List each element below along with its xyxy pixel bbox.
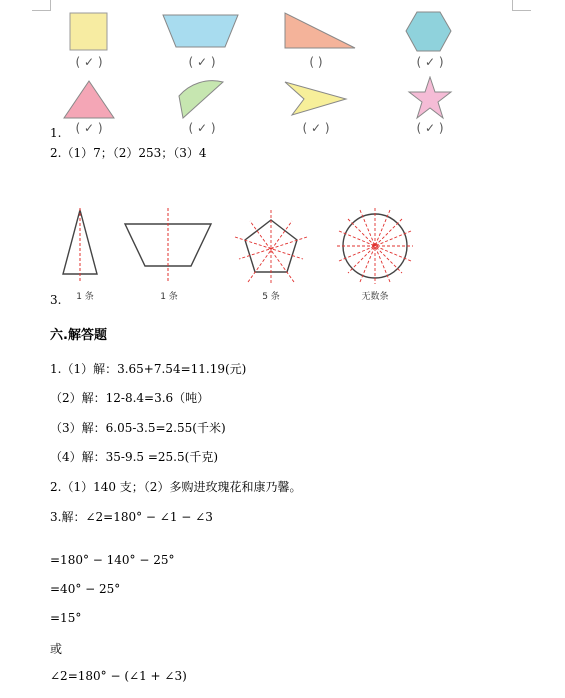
judgement-mark: ( ✓ ) — [416, 55, 444, 69]
triangle-shape — [62, 80, 116, 120]
judgement-mark: ( ) — [309, 55, 323, 69]
answer-line: ∠2=180° − (∠1 + ∠3) — [50, 669, 187, 683]
judgement-mark: ( ✓ ) — [302, 121, 330, 135]
answer-line: =40° − 25° — [50, 582, 121, 596]
answer-line: 2.（1）140 支；（2）多购进玫瑰花和康乃馨。 — [50, 480, 302, 494]
question-number: 3. — [50, 293, 62, 307]
sector-shape — [175, 76, 227, 122]
answer-line: 2.（1）7；（2）253；（3）4 — [50, 146, 207, 160]
circle-figure — [334, 206, 416, 286]
answer-line: （2）解：12-8.4=3.6（吨） — [50, 391, 210, 405]
axis-count-caption: 5 条 — [262, 292, 280, 302]
page-corner-mark — [32, 0, 51, 11]
answer-line: =180° − 140° − 25° — [50, 553, 175, 567]
judgement-mark: ( ✓ ) — [416, 121, 444, 135]
section-title: 六.解答题 — [50, 328, 107, 343]
question-number: 1. — [50, 126, 62, 140]
pentagon-figure — [228, 208, 314, 288]
answer-line: （4）解：35-9.5 =25.5(千克) — [50, 450, 218, 464]
arrow-shape — [284, 80, 350, 118]
answer-line: =15° — [50, 611, 82, 625]
trapezoid-shape — [162, 14, 242, 50]
star-shape — [407, 76, 453, 120]
judgement-mark: ( ✓ ) — [188, 121, 216, 135]
judgement-mark: ( ✓ ) — [75, 121, 103, 135]
axis-count-caption: 1 条 — [160, 292, 178, 302]
answer-line: 1.（1）解：3.65+7.54=11.19(元) — [50, 362, 247, 376]
trapezoid-figure — [123, 208, 215, 284]
square-shape — [69, 12, 109, 52]
answer-line: 或 — [50, 642, 63, 656]
isosceles-triangle-figure — [60, 208, 100, 284]
hexagon-shape — [405, 11, 453, 53]
answer-line: （3）解：6.05-3.5=2.55(千米) — [50, 421, 226, 435]
right-triangle-shape — [284, 12, 358, 52]
page-corner-mark — [512, 0, 531, 11]
axis-count-caption: 1 条 — [76, 292, 94, 302]
judgement-mark: ( ✓ ) — [188, 55, 216, 69]
axis-count-caption: 无数条 — [361, 292, 389, 302]
judgement-mark: ( ✓ ) — [75, 55, 103, 69]
answer-line: 3.解：∠2=180° − ∠1 − ∠3 — [50, 510, 213, 524]
